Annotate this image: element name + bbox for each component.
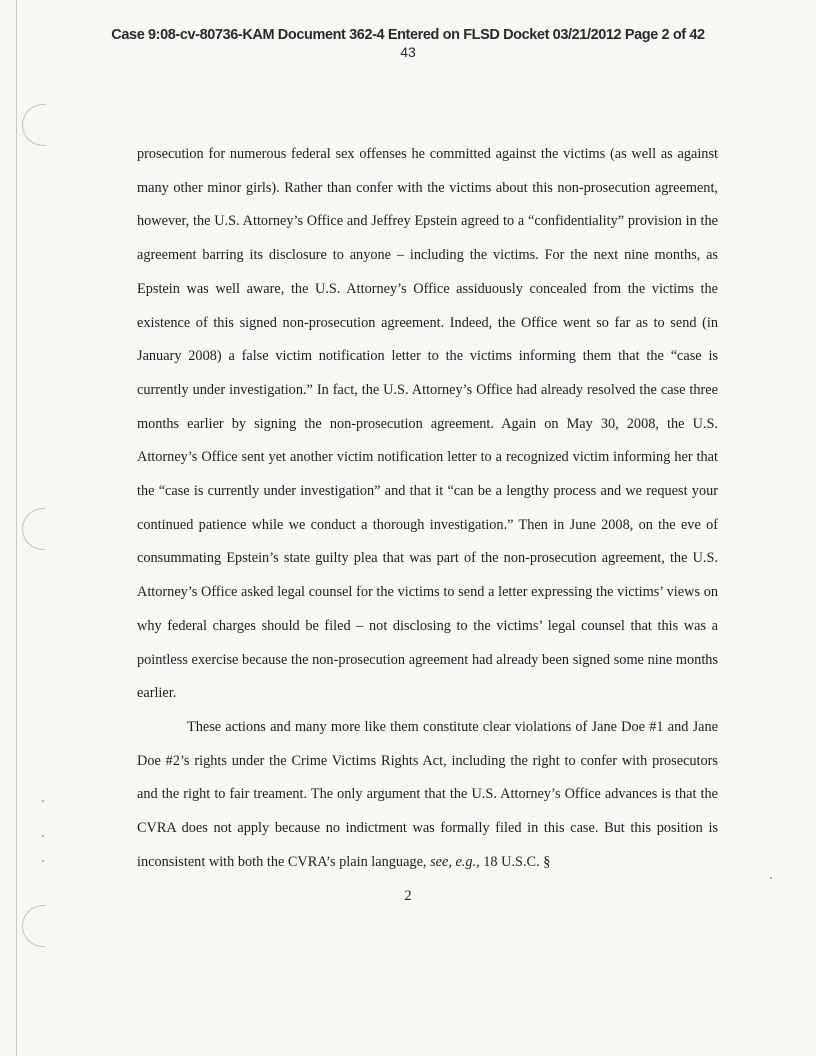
punch-hole-top bbox=[22, 104, 45, 146]
scan-speck bbox=[770, 877, 772, 879]
case-header-line: Case 9:08-cv-80736-KAM Document 362-4 Entered on FLSD Docket 03/21/2012 Page 2 of 42 bbox=[111, 27, 705, 43]
case-header bbox=[0, 27, 816, 61]
page-number: 2 bbox=[404, 888, 412, 904]
paragraph-2-statute: 18 U.S.C. § bbox=[483, 853, 551, 870]
document-body bbox=[137, 138, 718, 879]
paragraph-2-citation-signal: see, e.g., bbox=[430, 853, 480, 870]
punch-hole-middle bbox=[22, 508, 45, 550]
paragraph-2 bbox=[137, 711, 718, 880]
scan-speck bbox=[42, 860, 44, 862]
paragraph-1: prosecution for numerous federal sex offenses he committed against the victims (as well as against many other minor girls). Rather than confer with the victims about this non-prosecution agreement, however, the U.S. Attorney’s Office and Jeffrey Epstein agreed to a “confidentiality” provision in the agreement barring its disclosure to anyone – including the victims. For the next nine months, as Epstein was well aware, the U.S. Attorney’s Office assiduously concealed from the victims the existence of this signed non-prosecution agreement. Indeed, the Office went so far as to send (in January 2008) a false victim notification letter to the victims informing them that the “case is currently under investigation.” In fact, the U.S. Attorney’s Office had already resolved the case three months earlier by signing the non-prosecution agreement. Again on May 30, 2008, the U.S. Attorney’s Office sent yet another victim notification letter to a recognized victim informing her that the “case is currently under investigation” and that it “can be a lengthy process and we request your continued patience while we conduct a thorough investigation.” Then in June 2008, on the eve of consummating Epstein’s state guilty plea that was part of the non-prosecution agreement, the U.S. Attorney’s Office asked legal counsel for the victims to send a letter expressing the victims’ views on why federal charges should be filed – not disclosing to the victims’ legal counsel that this was a pointless exercise because the non-prosecution agreement had already been signed some nine months earlier. bbox=[137, 146, 718, 702]
punch-hole-bottom bbox=[22, 905, 45, 947]
scan-speck bbox=[42, 800, 44, 802]
paragraph-2-text: These actions and many more like them constitute clear violations of Jane Doe #1 and Jane Doe #2’s rights under the Crime Victims Rights Act, including the right to confer with prosecutors and the right to fair treament. The only argument that the U.S. Attorney’s Office advances is that the CVRA does not apply because no indictment was formally filed in this case. But this position is inconsistent with both the CVRA’s plain language, bbox=[137, 718, 718, 870]
scan-speck bbox=[42, 835, 44, 837]
case-header-page: 43 bbox=[400, 44, 416, 60]
